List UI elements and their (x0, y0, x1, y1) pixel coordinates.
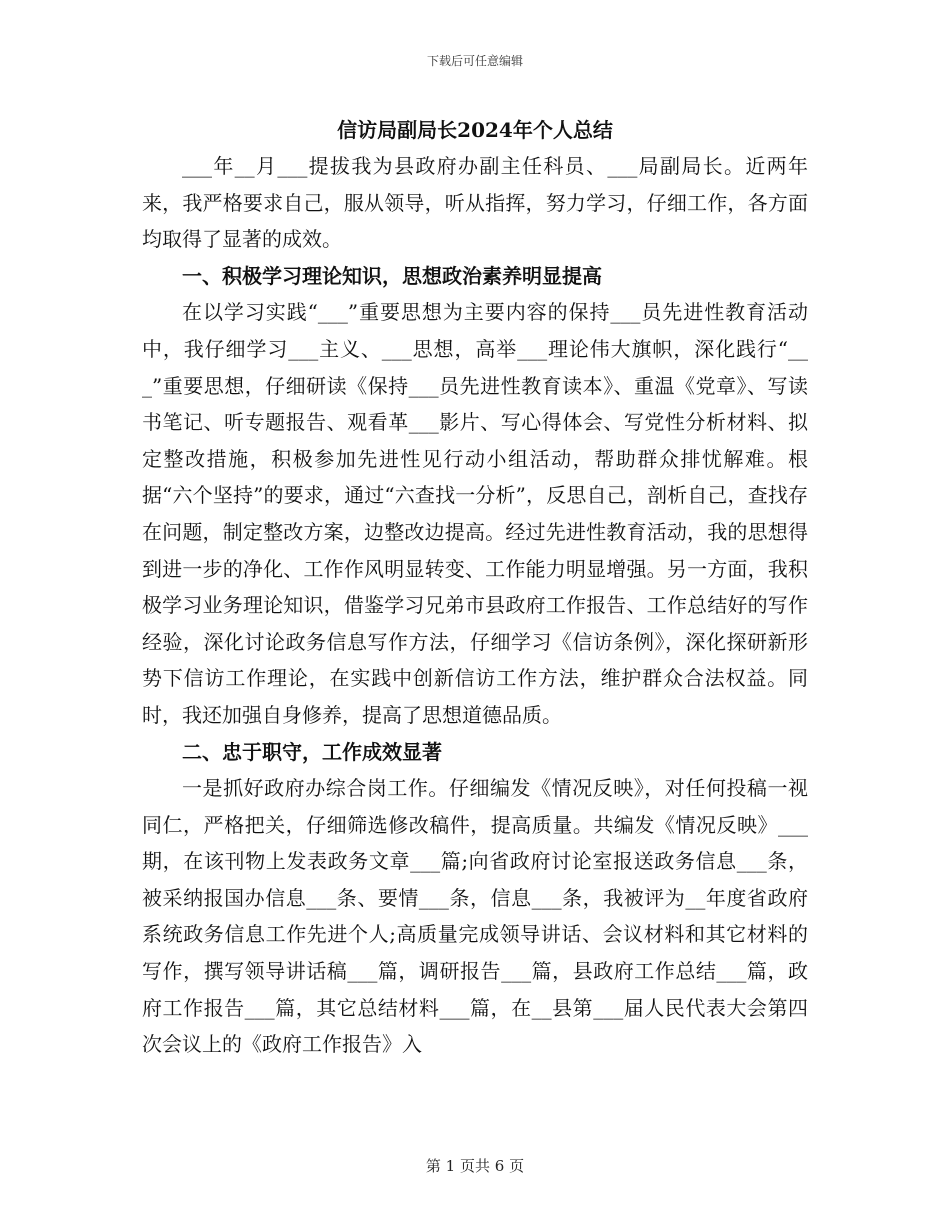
document-body (142, 112, 808, 1063)
page-header-note: 下载后可任意编辑 (426, 54, 523, 68)
section-2-heading: 二、忠于职守，工作成效显著 (182, 739, 442, 764)
intro-paragraph: ___年__月___提拔我为县政府办副主任科员、___局副局长。近两年来，我严格要求自己，服从领导，听从指挥，努力学习，仔细工作，各方面均取得了显著的成效。 (142, 154, 808, 252)
section-2-paragraph: 一是抓好政府办综合岗工作。仔细编发《情况反映》，对任何投稿一视同仁，严格把关，仔细筛选修改稿件，提高质量。共编发《情况反映》___期，在该刊物上发表政务文章___篇;向省政府讨论室报送政务信息___条，被采纳报国办信息___条、要情___条，信息___条，我被评为__年度省政府系统政务信息工作先进个人;高质量完成领导讲话、会议材料和其它材料的写作，撰写领导讲话稿___篇，调研报告___篇，县政府工作总结___篇，政府工作报告___篇，其它总结材料___篇，在__县第___届人民代表大会第四次会议上的《政府工作报告》入 (142, 776, 808, 1057)
section-1-paragraph: 在以学习实践“___”重要思想为主要内容的保持___员先进性教育活动中，我仔细学习___主义、___思想，高举___理论伟大旗帜，深化践行“___”重要思想，仔细研读《保持___员先进性教育读本》、重温《党章》、写读书笔记、听专题报告、观看革___影片、写心得体会、写党性分析材料、拟定整改措施，积极参加先进性见行动小组活动，帮助群众排忧解难。根据“六个坚持”的要求，通过“六查找一分析”，反思自己，剖析自己，查找存在问题，制定整改方案，边整改边提高。经过先进性教育活动，我的思想得到进一步的净化、工作作风明显转变、工作能力明显增强。另一方面，我积极学习业务理论知识，借鉴学习兄弟市县政府工作报告、工作总结好的写作经验，深化讨论政务信息写作方法，仔细学习《信访条例》，深化探研新形势下信访工作理论，在实践中创新信访工作方法，维护群众合法权益。同时，我还加强自身修养，提高了思想道德品质。 (142, 300, 808, 727)
document-title: 信访局副局长2024年个人总结 (337, 118, 613, 142)
section-1-heading: 一、积极学习理论知识，思想政治素养明显提高 (182, 263, 602, 288)
page-number: 第 1 页共 6 页 (425, 1157, 525, 1175)
